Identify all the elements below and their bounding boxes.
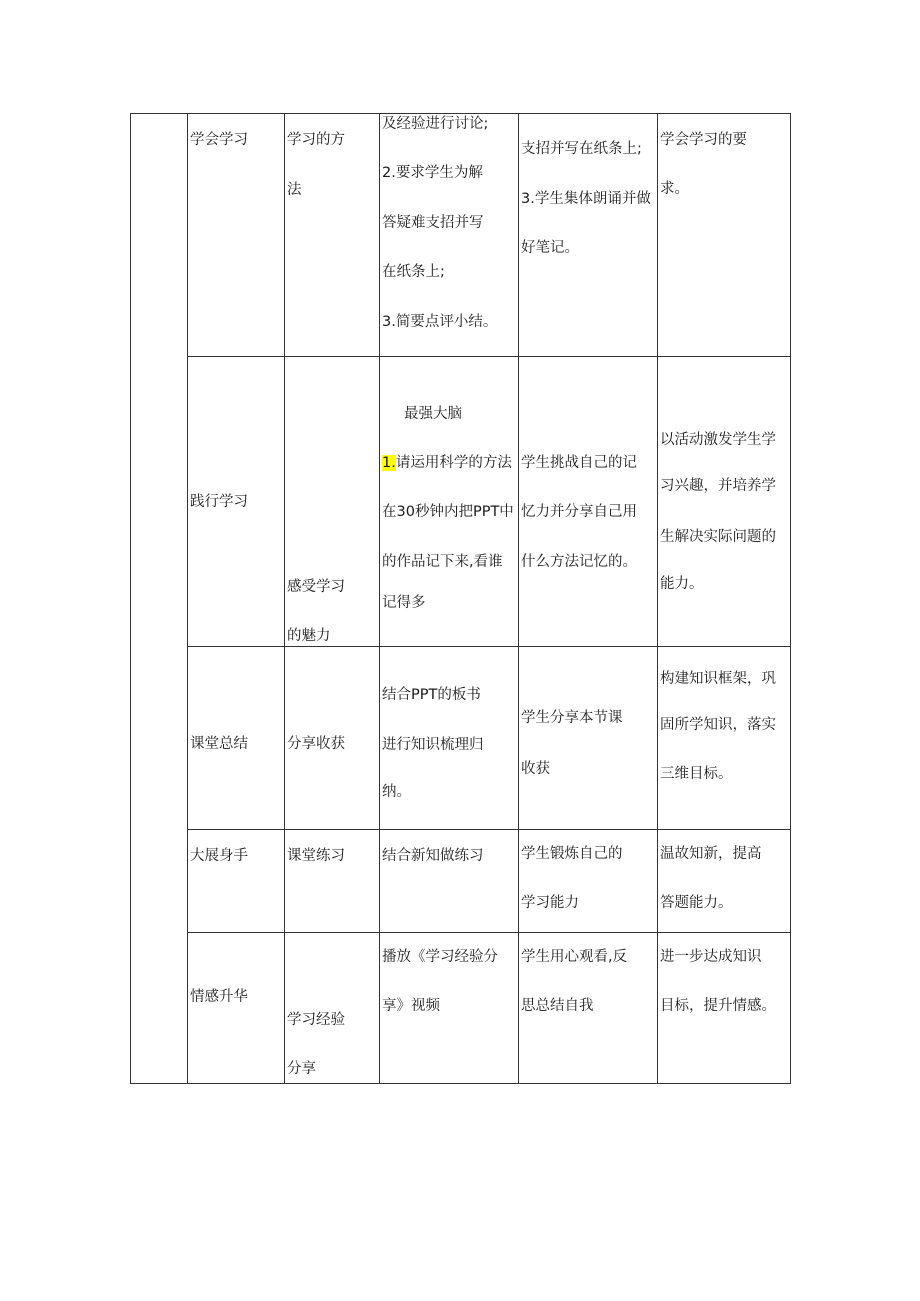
teacher-activity-cell (380, 830, 519, 933)
design-intent-cell (658, 933, 791, 1084)
student-text: 学生挑战自己的记 (521, 455, 637, 471)
intent-text: 构建知识框架，巩 (660, 671, 776, 687)
content-cell (285, 647, 380, 830)
intent-text: 温故知新，提高 (660, 846, 762, 862)
content-cell (285, 114, 380, 357)
teacher-activity-cell (380, 357, 519, 647)
student-text: 3.学生集体朗诵并做 (521, 191, 651, 207)
merged-phase-cell (131, 114, 188, 1084)
student-text: 忆力并分享自己用 (521, 504, 637, 520)
teacher-text: 记得多 (382, 595, 426, 611)
teacher-text: 答疑难支招并写 (382, 215, 484, 231)
student-text: 思总结自我 (521, 998, 594, 1014)
student-activity-cell (519, 647, 658, 830)
intent-text: 答题能力。 (660, 895, 733, 911)
teacher-text: 在30秒钟内把PPT中 (382, 504, 514, 520)
content-cell (285, 357, 380, 647)
student-text: 学生锻炼自己的 (521, 846, 623, 862)
student-text: 学习能力 (521, 895, 579, 911)
teacher-activity-cell (380, 114, 519, 357)
content-text: 课堂练习 (287, 848, 345, 864)
intent-text: 习兴趣，并培养学 (660, 478, 776, 494)
table-row (131, 933, 791, 1084)
teacher-text: 及经验进行讨论; (382, 116, 489, 132)
stage-label: 大展身手 (190, 848, 248, 864)
highlighted-step-number: 1. (382, 455, 396, 471)
student-text: 好笔记。 (521, 240, 579, 256)
design-intent-cell (658, 357, 791, 647)
teacher-text: 在纸条上; (382, 264, 445, 280)
stage-cell (188, 114, 285, 357)
stage-label: 学会学习 (190, 132, 248, 148)
content-text: 学习经验 (287, 1012, 345, 1028)
intent-text: 能力。 (660, 576, 704, 592)
stage-cell (188, 647, 285, 830)
content-cell (285, 830, 380, 933)
student-text: 学生分享本节课 (521, 710, 623, 726)
table-row (131, 830, 791, 933)
design-intent-cell (658, 830, 791, 933)
table-row (131, 357, 791, 647)
intent-text: 目标，提升情感。 (660, 998, 776, 1014)
stage-cell (188, 357, 285, 647)
teacher-text: 结合PPT的板书 (382, 687, 481, 703)
table-row (131, 114, 791, 357)
student-activity-cell (519, 830, 658, 933)
stage-label: 情感升华 (190, 989, 248, 1005)
teacher-text: 请运用科学的方法 (395, 455, 512, 471)
intent-text: 固所学知识，落实 (660, 717, 776, 733)
content-text: 分享 (287, 1061, 316, 1077)
stage-label: 践行学习 (190, 494, 248, 510)
stage-cell (188, 933, 285, 1084)
teacher-text: 播放《学习经验分 (382, 949, 498, 965)
table-row (131, 647, 791, 830)
student-activity-cell (519, 114, 658, 357)
content-text: 法 (287, 182, 302, 198)
intent-text: 以活动激发学生学 (660, 432, 776, 448)
teacher-text: 结合新知做练习 (382, 848, 484, 864)
teacher-text: 3.简要点评小结。 (382, 314, 498, 330)
intent-text: 学会学习的要 (660, 132, 747, 148)
content-cell (285, 933, 380, 1084)
intent-text: 进一步达成知识 (660, 949, 762, 965)
teacher-activity-cell (380, 647, 519, 830)
content-text: 分享收获 (287, 736, 345, 752)
teacher-text: 享》视频 (382, 998, 440, 1014)
teacher-text: 的作品记下来,看谁 (382, 554, 503, 570)
content-text: 学习的方 (287, 132, 345, 148)
student-text: 什么方法记忆的。 (521, 554, 637, 570)
teacher-text: 2.要求学生为解 (382, 165, 483, 181)
design-intent-cell (658, 114, 791, 357)
teacher-activity-cell (380, 933, 519, 1084)
content-text: 的魅力 (287, 628, 331, 644)
lesson-plan-table (130, 113, 791, 1084)
content-text: 感受学习 (287, 579, 345, 595)
student-activity-cell (519, 933, 658, 1084)
student-text: 学生用心观看,反 (521, 949, 628, 965)
intent-text: 生解决实际问题的 (660, 529, 776, 545)
intent-text: 三维目标。 (660, 766, 733, 782)
student-activity-cell (519, 357, 658, 647)
teacher-text: 纳。 (382, 784, 411, 800)
intent-text: 求。 (660, 181, 689, 197)
student-text: 收获 (521, 761, 550, 777)
stage-cell (188, 830, 285, 933)
student-text: 支招并写在纸条上; (521, 141, 642, 157)
activity-title: 最强大脑 (404, 406, 462, 422)
teacher-text: 进行知识梳理归 (382, 737, 484, 753)
stage-label: 课堂总结 (190, 736, 248, 752)
design-intent-cell (658, 647, 791, 830)
